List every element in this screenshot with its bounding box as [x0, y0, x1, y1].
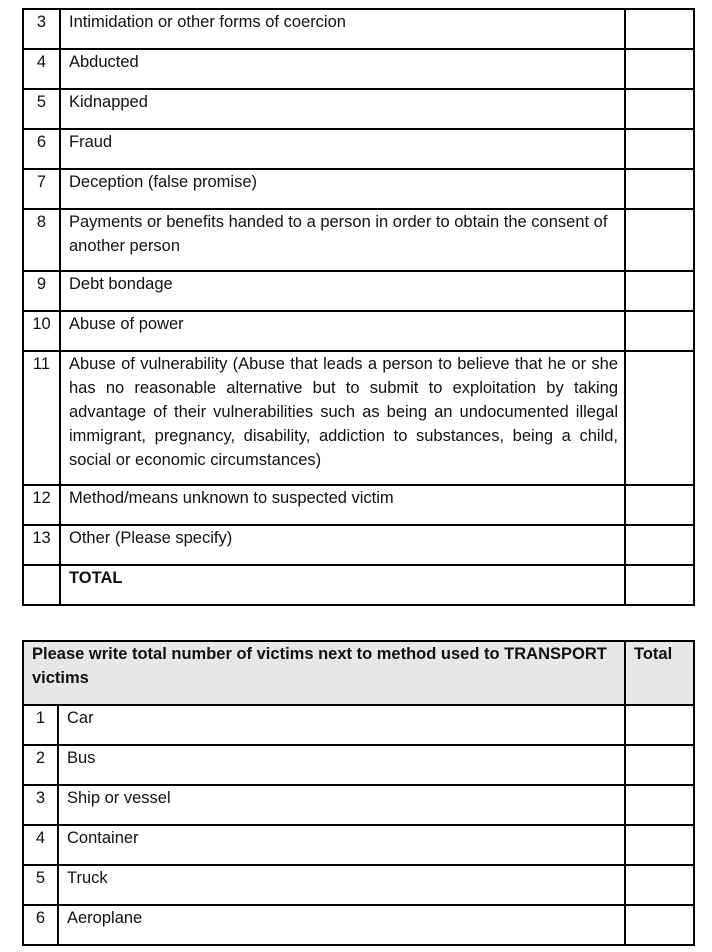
table-row — [23, 271, 694, 311]
row-number: 2 — [23, 745, 58, 785]
table-row — [23, 129, 694, 169]
row-label: Method/means unknown to suspected victim — [60, 485, 625, 525]
row-label: Deception (false promise) — [60, 169, 625, 209]
row-total-cell[interactable] — [625, 9, 694, 49]
grand-total-cell[interactable] — [625, 565, 694, 605]
row-label: Debt bondage — [60, 271, 625, 311]
row-number: 6 — [23, 129, 60, 169]
table-row — [23, 825, 694, 865]
row-total-cell[interactable] — [625, 169, 694, 209]
row-total-cell[interactable] — [625, 209, 694, 271]
table-row — [23, 865, 694, 905]
row-total-cell[interactable] — [625, 525, 694, 565]
row-number: 3 — [23, 9, 60, 49]
table-row — [23, 311, 694, 351]
row-number: 5 — [23, 89, 60, 129]
table-row — [23, 351, 694, 485]
row-label: Abuse of vulnerability (Abuse that leads a person to believe that he or she has no reasonable alternative but to submit to exploitation by taking advantage of their vulnerabilities such as being an undocumented illegal immigrant, pregnancy, disability, addiction to substances, being a child, social or economic circumstances) — [60, 351, 625, 485]
table-row — [23, 49, 694, 89]
row-total-cell[interactable] — [625, 705, 694, 745]
row-label: Fraud — [60, 129, 625, 169]
row-total-cell[interactable] — [625, 745, 694, 785]
row-label: Other (Please specify) — [60, 525, 625, 565]
row-number: 9 — [23, 271, 60, 311]
row-label: Container — [58, 825, 625, 865]
row-label: Abuse of power — [60, 311, 625, 351]
row-number: 11 — [23, 351, 60, 485]
row-total-cell[interactable] — [625, 485, 694, 525]
row-total-cell[interactable] — [625, 271, 694, 311]
total-row — [23, 565, 694, 605]
row-label: Abducted — [60, 49, 625, 89]
row-total-cell[interactable] — [625, 311, 694, 351]
row-total-cell[interactable] — [625, 129, 694, 169]
row-label: Intimidation or other forms of coercion — [60, 9, 625, 49]
row-total-cell[interactable] — [625, 351, 694, 485]
table-row — [23, 485, 694, 525]
total-column-header: Total — [625, 641, 694, 705]
row-number: 4 — [23, 825, 58, 865]
row-total-cell[interactable] — [625, 89, 694, 129]
row-number: 13 — [23, 525, 60, 565]
table-row — [23, 169, 694, 209]
row-number: 8 — [23, 209, 60, 271]
method-table — [22, 8, 695, 606]
total-label: TOTAL — [60, 565, 625, 605]
row-total-cell[interactable] — [625, 825, 694, 865]
row-number: 5 — [23, 865, 58, 905]
row-total-cell[interactable] — [625, 905, 694, 945]
table-row — [23, 89, 694, 129]
table-row — [23, 9, 694, 49]
table-row — [23, 525, 694, 565]
transport-instruction: Please write total number of victims next to method used to TRANSPORT victims — [23, 641, 625, 705]
table-row — [23, 905, 694, 945]
row-number: 6 — [23, 905, 58, 945]
row-label: Aeroplane — [58, 905, 625, 945]
table-header-row — [23, 641, 694, 705]
row-total-cell[interactable] — [625, 865, 694, 905]
row-number: 4 — [23, 49, 60, 89]
row-total-cell[interactable] — [625, 49, 694, 89]
row-number: 3 — [23, 785, 58, 825]
transport-table — [22, 640, 695, 946]
row-number: 12 — [23, 485, 60, 525]
row-label: Kidnapped — [60, 89, 625, 129]
row-total-cell[interactable] — [625, 785, 694, 825]
table-row — [23, 209, 694, 271]
row-number-empty — [23, 565, 60, 605]
row-label: Car — [58, 705, 625, 745]
table-row — [23, 785, 694, 825]
table-row — [23, 705, 694, 745]
row-label: Ship or vessel — [58, 785, 625, 825]
row-number: 7 — [23, 169, 60, 209]
row-number: 1 — [23, 705, 58, 745]
row-label: Payments or benefits handed to a person in order to obtain the consent of another person — [60, 209, 625, 271]
table-row — [23, 745, 694, 785]
row-label: Truck — [58, 865, 625, 905]
row-number: 10 — [23, 311, 60, 351]
row-label: Bus — [58, 745, 625, 785]
